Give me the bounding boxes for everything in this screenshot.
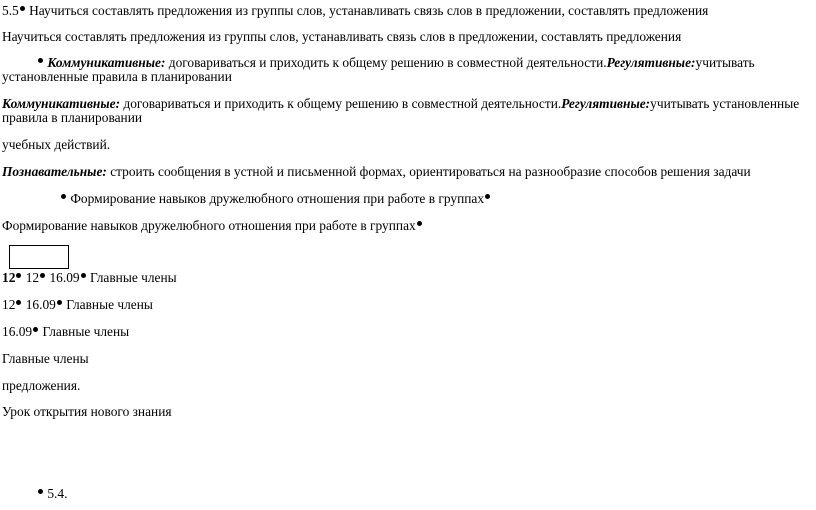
- date-value: 16.09: [2, 324, 33, 339]
- hours-value: 12: [2, 270, 16, 285]
- topic-text: Главные члены: [86, 270, 177, 285]
- line-17: [37, 486, 67, 502]
- bullet-icon: [40, 273, 45, 278]
- line-7: учебных действий.: [2, 137, 111, 152]
- lesson-goal: Научиться составлять предложения из группы слов, устанавливать связь слов в предложении, составлять предложения: [25, 3, 709, 18]
- bullet-icon: [33, 327, 38, 332]
- lesson-number: 5.5: [2, 3, 19, 18]
- regulative-label: Регулятивные:: [606, 55, 696, 70]
- cognitive-text: строить сообщения в устной и письменной формах, ориентироваться на разнообразие способов решения задачи: [106, 164, 751, 179]
- bullet-icon: [417, 221, 422, 226]
- communicative-text: договариваться и приходить к общему решению в совместной деятельности.: [165, 55, 607, 70]
- bullet-icon: [57, 300, 62, 305]
- cognitive-label: Познавательные:: [2, 164, 107, 179]
- hours-value: 12: [2, 297, 16, 312]
- hours-value: 12: [22, 270, 40, 285]
- communicative-text: договариваться и приходить к общему решению в совместной деятельности.: [120, 96, 562, 111]
- bullet-icon: [485, 194, 490, 199]
- regulative-label: Регулятивные:: [561, 96, 651, 111]
- topic-text: Главные члены: [39, 324, 130, 339]
- line-1: [2, 3, 708, 19]
- bullet-icon: [20, 6, 25, 11]
- line-8: [2, 164, 751, 180]
- bullet-icon: [16, 273, 21, 278]
- line-9: [60, 191, 491, 207]
- line-15: предложения.: [2, 378, 81, 393]
- regulative-text: учитывать установленные: [650, 96, 800, 111]
- personal-result: Формирование навыков дружелюбного отношения при работе в группах: [67, 191, 485, 206]
- line-16: Урок открытия нового знания: [2, 404, 172, 419]
- topic-text: Главные члены: [62, 297, 153, 312]
- empty-cell-box: [9, 245, 69, 269]
- personal-result: Формирование навыков дружелюбного отношения при работе в группах: [2, 218, 416, 233]
- date-value: 16.09: [46, 270, 80, 285]
- bullet-icon: [38, 58, 43, 63]
- communicative-label: Коммуникативные:: [47, 55, 166, 70]
- line-10: [2, 218, 423, 234]
- date-value: 16.09: [22, 297, 56, 312]
- line-2: Научиться составлять предложения из группы слов, устанавливать связь слов в предложении, составлять предложения: [2, 29, 682, 44]
- bullet-icon: [81, 273, 86, 278]
- bullet-icon: [61, 194, 66, 199]
- lesson-number: 5.4.: [44, 486, 68, 501]
- line-11: [2, 270, 177, 286]
- line-12: [2, 297, 153, 313]
- line-4: установленные правила в планировании: [2, 69, 232, 84]
- communicative-label: Коммуникативные:: [2, 96, 121, 111]
- bullet-icon: [38, 489, 43, 494]
- line-6: правила в планировании: [2, 110, 143, 125]
- regulative-text: учитывать: [695, 55, 755, 70]
- bullet-icon: [16, 300, 21, 305]
- line-14: Главные члены: [2, 351, 89, 366]
- line-13: [2, 324, 129, 340]
